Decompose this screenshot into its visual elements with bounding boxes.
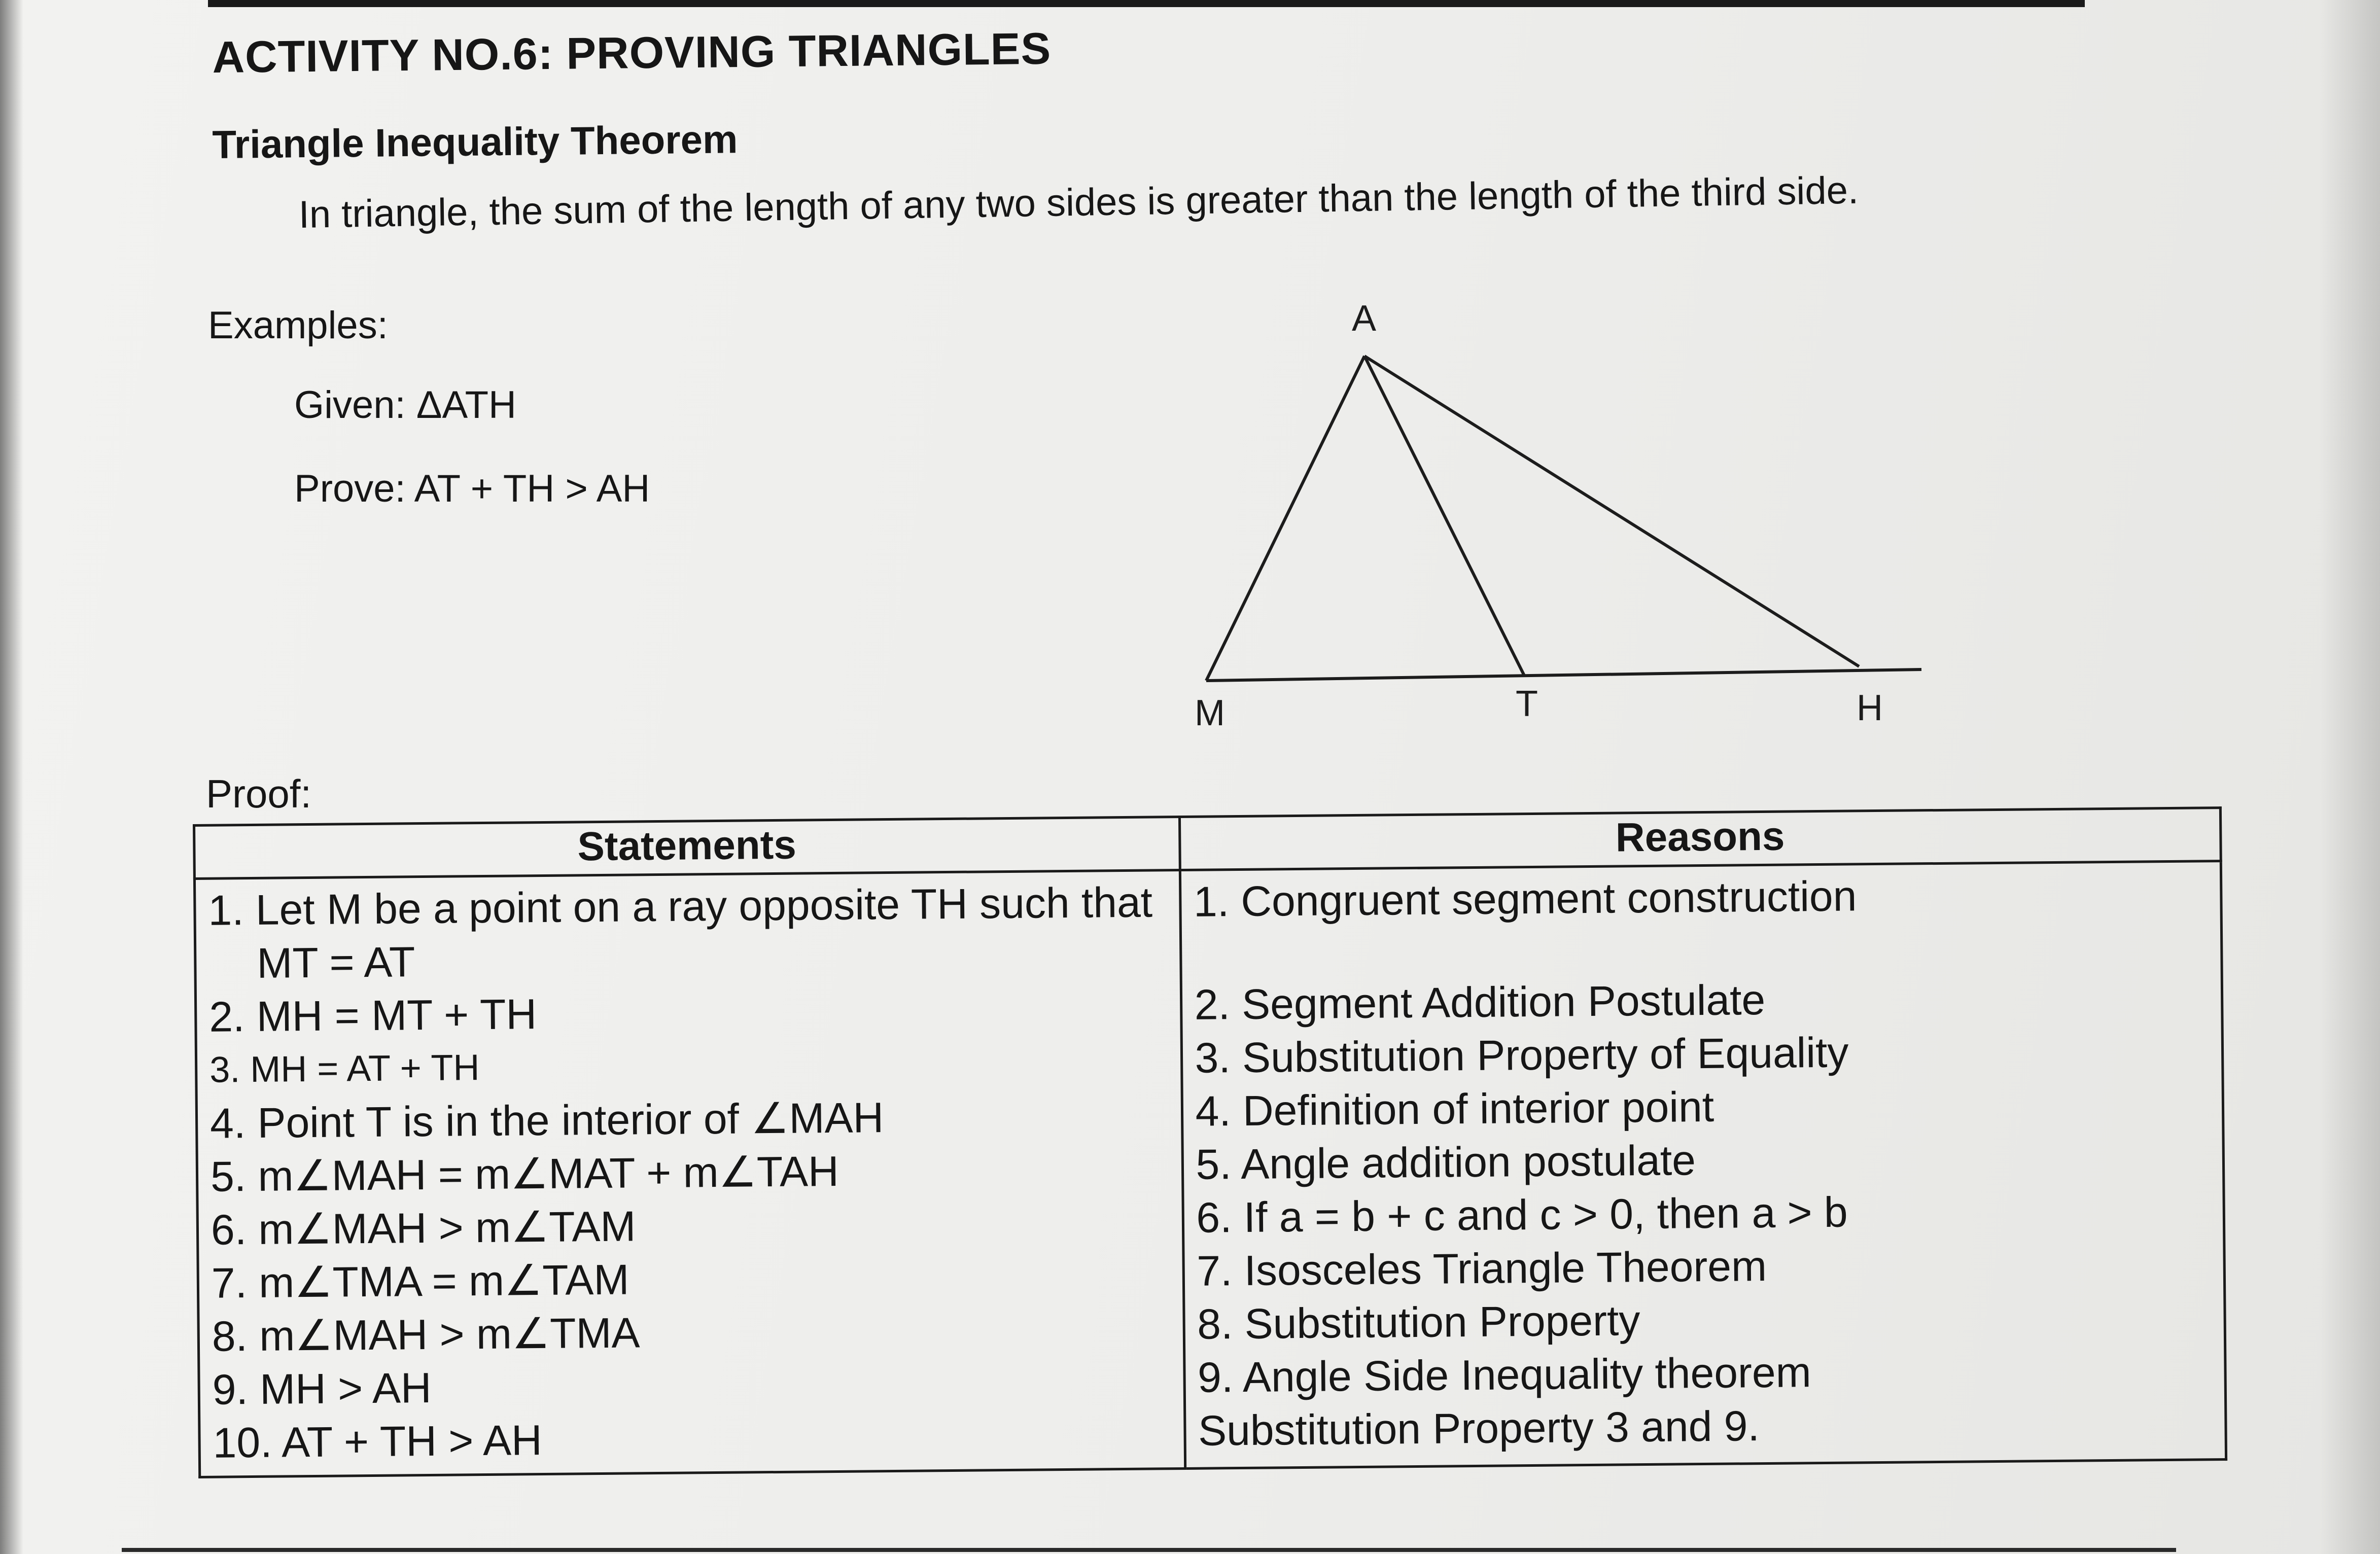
reasons-header: Reasons: [1179, 808, 2221, 870]
top-rule: [208, 0, 2085, 7]
reason-line: 7. Isosceles Triangle Theorem: [1196, 1242, 1767, 1295]
reason-line: 9. Angle Side Inequality theorem: [1197, 1348, 1811, 1401]
statement-line: 5. m∠MAH = m∠MAT + m∠TAH: [210, 1147, 839, 1200]
reason-line: 2. Segment Addition Postulate: [1194, 975, 1766, 1029]
statement-line: 10. AT + TH > AH: [213, 1416, 543, 1467]
segment-am: [1206, 356, 1364, 681]
statement-line: 2. MH = MT + TH: [208, 990, 537, 1041]
vertex-label-m: M: [1195, 693, 1225, 733]
given-line: Given: ΔATH: [294, 383, 516, 427]
vertex-label-h: H: [1857, 688, 1883, 728]
proof-table: [193, 806, 2227, 1478]
reason-line: 5. Angle addition postulate: [1196, 1136, 1696, 1188]
segment-at: [1364, 356, 1524, 676]
examples-label: Examples:: [208, 304, 388, 347]
reasons-cell: [1180, 861, 2226, 1469]
reason-line: Substitution Property 3 and 9.: [1198, 1402, 1760, 1455]
statement-line: 6. m∠MAH > m∠TAM: [211, 1202, 636, 1254]
prove-line: Prove: AT + TH > AH: [294, 467, 650, 510]
reason-line: 6. If a = b + c and c > 0, then a > b: [1196, 1188, 1848, 1242]
statement-line: 9. MH > AH: [212, 1363, 432, 1414]
vertex-label-t: T: [1516, 684, 1538, 724]
statement-line: 3. MH = AT + TH: [209, 1047, 480, 1090]
two-column-proof: [193, 806, 2227, 1478]
page-right-edge-shadow: [2319, 0, 2380, 1554]
page-left-edge-shadow: [0, 0, 23, 1554]
statements-cell: [194, 870, 1185, 1477]
statement-line: 4. Point T is in the interior of ∠MAH: [209, 1093, 884, 1147]
statement-line: MT = AT: [256, 938, 415, 987]
proof-label: Proof:: [206, 771, 312, 816]
activity-title: ACTIVITY NO.6: PROVING TRIANGLES: [212, 23, 1052, 82]
statement-line: 1. Let M be a point on a ray opposite TH such that: [208, 878, 1153, 934]
reason-line: 4. Definition of interior point: [1195, 1082, 1714, 1135]
triangle-diagram: [1167, 294, 1958, 751]
bottom-rule: [122, 1548, 2176, 1552]
reason-line: 1. Congruent segment construction: [1193, 872, 1857, 926]
proof-body-row: [194, 861, 2226, 1477]
statement-line: 7. m∠TMA = m∠TAM: [211, 1255, 629, 1307]
theorem-heading: Triangle Inequality Theorem: [212, 117, 738, 167]
vertex-label-a: A: [1352, 298, 1377, 339]
segment-ah: [1364, 356, 1859, 666]
reason-spacer: [1194, 920, 2208, 978]
reason-line: 8. Substitution Property: [1197, 1296, 1640, 1348]
reason-line: 3. Substitution Property of Equality: [1195, 1028, 1849, 1082]
statement-line: 8. m∠MAH > m∠TMA: [212, 1309, 640, 1360]
statements-header: Statements: [194, 817, 1180, 879]
segment-mh-ray: [1206, 669, 1921, 681]
theorem-statement: In triangle, the sum of the length of any two sides is greater than the length of the third side.: [298, 168, 1859, 236]
